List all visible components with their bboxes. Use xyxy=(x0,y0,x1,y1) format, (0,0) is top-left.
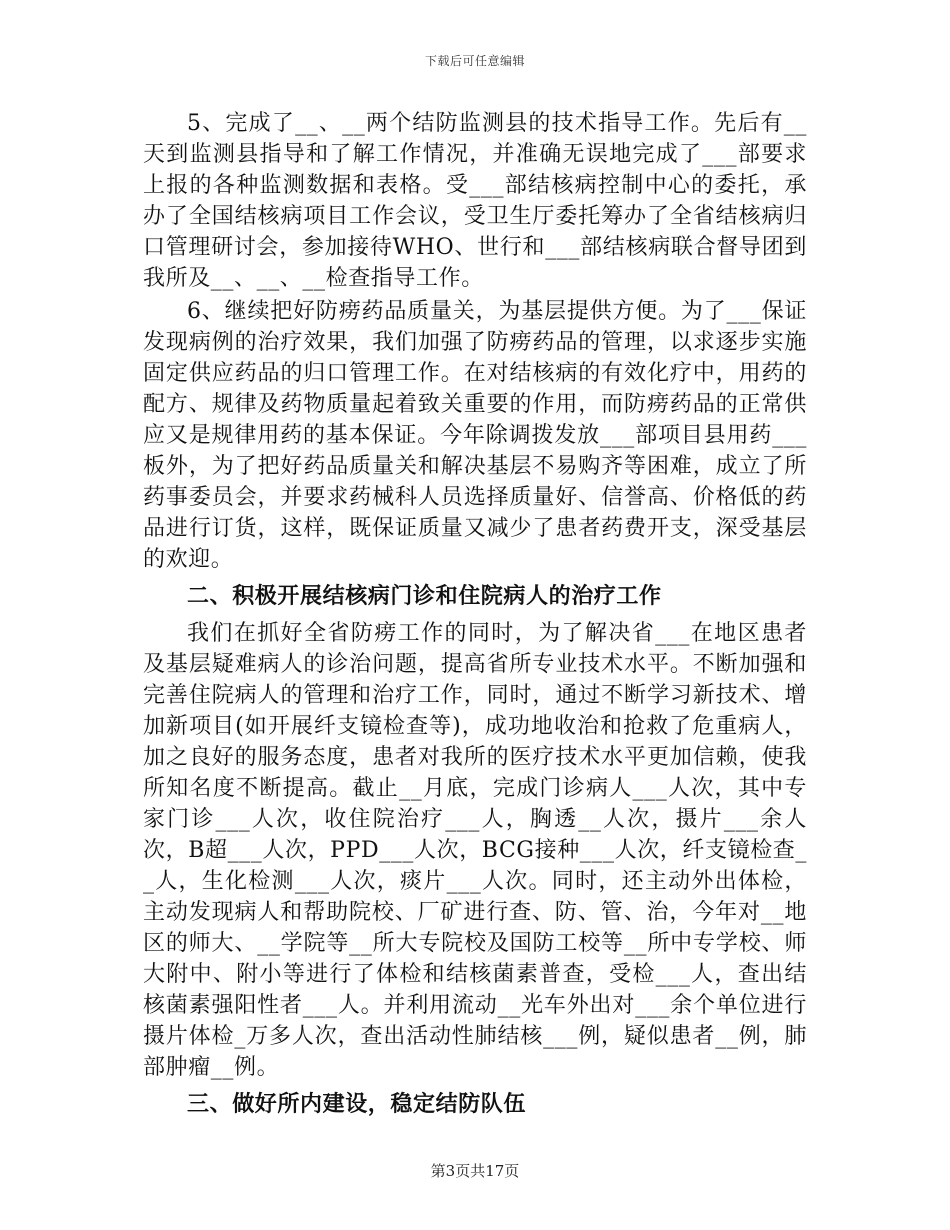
paragraph-item-5: 5、完成了__、__两个结防监测县的技术指导工作。先后有__天到监测县指导和了解工作情况，并准确无误地完成了___部要求上报的各种监测数据和表格。受___部结核病控制中心的委托，承办了全国结核病项目工作会议，受卫生厅委托筹办了全省结核病归口管理研讨会，参加接待WHO、世行和___部结核病联合督导团到我所及__、__、__检查指导工作。 xyxy=(143,111,807,291)
paragraph-item-6: 6、继续把好防痨药品质量关，为基层提供方便。为了___保证发现病例的治疗效果，我们加强了防痨药品的管理，以求逐步实施固定供应药品的归口管理工作。在对结核病的有效化疗中，用药的配方、规律及药物质量起着致关重要的作用，而防痨药品的正常供应又是规律用药的基本保证。今年除调拨发放___部项目县用药___板外，为了把好药品质量关和解决基层不易购齐等困难，成立了所药事委员会，并要求药械科人员选择质量好、信誉高、价格低的药品进行订货，这样，既保证质量又减少了患者药费开支，深受基层的欢迎。 xyxy=(143,299,807,572)
page-footer-number: 第3页共17页 xyxy=(430,1162,520,1180)
section-heading-3: 三、做好所内建设，稳定结防队伍 xyxy=(187,1091,527,1117)
document-body xyxy=(143,108,807,1120)
paragraph-section-2: 我们在抓好全省防痨工作的同时，为了解决省___在地区患者及基层疑难病人的诊治问题，提高省所专业技术水平。不断加强和完善住院病人的管理和治疗工作，同时，通过不断学习新技术、增加新项目(如开展纤支镜检查等)，成功地收治和抢救了危重病人，加之良好的服务态度，患者对我所的医疗技术水平更加信赖，使我所知名度不断提高。截止__月底，完成门诊病人___人次，其中专家门诊___人次，收住院治疗___人，胸透__人次，摄片___余人次，B超___人次，PPD___人次，BCG接种___人次，纤支镜检查__人，生化检测___人次，痰片___人次。同时，还主动外出体检，主动发现病人和帮助院校、厂矿进行查、防、管、治，今年对__地区的师大、__学院等__所大专院校及国防工校等__所中专学校、师大附中、附小等进行了体检和结核菌素普查，受检___人，查出结核菌素强阳性者___人。并利用流动__光车外出对___余个单位进行摄片体检_万多人次，查出活动性肺结核___例，疑似患者__例，肺部肿瘤__例。 xyxy=(143,621,807,1080)
page-header-note: 下载后可任意编辑 xyxy=(424,54,525,68)
section-heading-2: 二、积极开展结核病门诊和住院病人的治疗工作 xyxy=(187,583,662,609)
